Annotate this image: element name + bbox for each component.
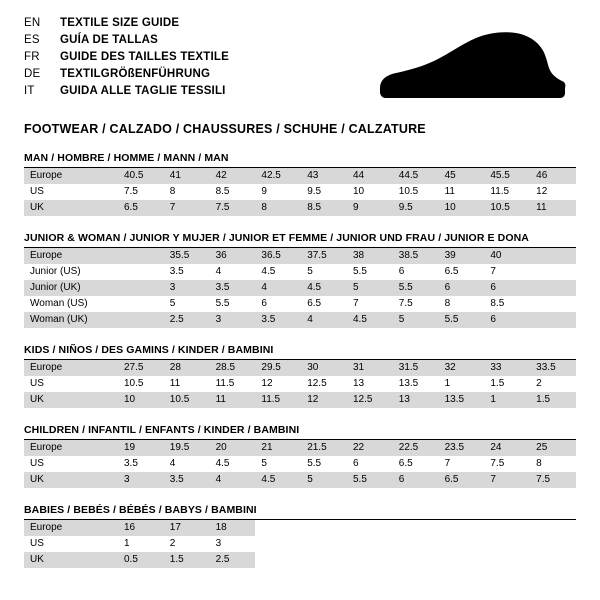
size-cell: 35.5 [164,248,210,264]
size-cell: 12 [536,186,548,197]
size-block-title: CHILDREN / INFANTIL / ENFANTS / KINDER / BAMBINI [24,424,576,440]
size-block [24,232,576,328]
size-cell: 7 [352,298,359,309]
language-title-de: TEXTILGRÖßENFÜHRUNG [60,68,211,80]
size-cell: 3 [215,538,222,549]
size-cell: 1 [124,538,130,549]
size-cell: 11 [169,378,181,389]
document-header [24,16,576,108]
size-cell: 45 [439,168,485,184]
size-cell [439,552,485,568]
size-cell: 10 [352,186,365,197]
size-cell: 46 [530,168,576,184]
language-code-es: ES [24,34,40,46]
size-cell: 5 [301,472,347,488]
size-cell: 7 [444,458,451,469]
size-row-label: US [30,458,44,469]
size-cell: 28.5 [210,360,256,376]
size-cell: 9.5 [307,186,322,197]
size-cell: 11 [210,392,256,408]
size-cell: 11.5 [255,392,301,408]
size-cell: 2 [536,378,542,389]
size-cell: 5.5 [439,312,485,328]
size-block [24,152,576,216]
size-cell: 41 [164,168,210,184]
size-cell: 10 [118,392,164,408]
language-title-list-body [24,16,229,101]
size-cell: 33 [484,360,530,376]
size-cell [530,296,576,312]
size-block [24,424,576,488]
size-cell: 2.5 [164,312,210,328]
size-cell: 1.5 [530,392,576,408]
size-table [24,248,576,328]
size-cell: 0.5 [118,552,164,568]
size-cell [484,552,530,568]
size-cell: 27.5 [118,360,164,376]
language-code-fr: FR [24,51,40,63]
size-cell: 9 [261,186,267,197]
size-cell: 7.5 [490,458,505,469]
size-row-label: Junior (US) [30,266,81,277]
size-table-body [24,360,576,408]
size-cell [530,536,576,552]
size-cell: 6.5 [444,266,459,277]
size-row-label: Europe [24,440,118,456]
size-cell: 13 [352,378,365,389]
size-blocks-container [24,152,576,568]
table-row [24,312,576,328]
size-cell: 6.5 [307,298,322,309]
language-row [24,16,229,33]
size-cell: 8 [255,200,301,216]
language-row [24,84,229,101]
table-row [24,296,576,312]
size-cell: 4 [210,472,256,488]
size-cell: 1 [484,392,530,408]
size-cell: 36.5 [255,248,301,264]
size-cell: 44 [347,168,393,184]
size-table-body [24,168,576,216]
size-block [24,344,576,408]
size-cell: 30 [301,360,347,376]
size-cell: 10.5 [164,392,210,408]
size-cell: 38.5 [393,248,439,264]
size-cell: 31 [347,360,393,376]
size-cell: 6 [393,472,439,488]
table-row [24,360,576,376]
size-cell: 38 [347,248,393,264]
size-row-label: UK [24,472,118,488]
size-cell: 3.5 [169,266,184,277]
size-cell: 5.5 [215,298,230,309]
size-cell [255,552,301,568]
size-cell: 6 [398,266,405,277]
size-cell [530,312,576,328]
size-cell: 17 [164,520,210,536]
size-row-label: US [30,538,44,549]
size-cell: 40.5 [118,168,164,184]
size-cell: 32 [439,360,485,376]
size-cell: 12.5 [347,392,393,408]
size-cell: 19.5 [164,440,210,456]
size-cell [484,536,530,552]
size-row-label: Junior (UK) [24,280,118,296]
size-cell: 11.5 [490,186,510,197]
size-cell: 8 [169,186,176,197]
size-cell: 3.5 [255,312,301,328]
size-cell: 6 [261,298,267,309]
size-cell: 1.5 [490,378,505,389]
language-title-it: GUIDA ALLE TAGLIE TESSILI [60,85,226,97]
size-cell: 5.5 [347,472,393,488]
table-row [24,200,576,216]
size-cell: 4.5 [261,266,276,277]
size-cell [393,552,439,568]
table-row [24,184,576,200]
size-cell: 12 [301,392,347,408]
size-cell: 25 [530,440,576,456]
size-cell: 9 [347,200,393,216]
size-cell: 22 [347,440,393,456]
size-cell: 16 [118,520,164,536]
size-cell: 45.5 [484,168,530,184]
size-cell: 3.5 [164,472,210,488]
size-row-label: US [30,186,44,197]
size-cell: 10.5 [484,200,530,216]
size-table-body [24,440,576,488]
table-row [24,264,576,280]
size-block-title: KIDS / NIÑOS / DES GAMINS / KINDER / BAMBINI [24,344,576,360]
table-row [24,472,576,488]
size-cell: 6 [439,280,485,296]
size-cell: 29.5 [255,360,301,376]
size-cell: 40 [484,248,530,264]
size-cell [347,552,393,568]
size-cell: 1.5 [164,552,210,568]
size-cell: 44.5 [393,168,439,184]
language-code-it: IT [24,85,35,97]
size-cell: 20 [210,440,256,456]
size-cell: 7.5 [210,200,256,216]
language-title-list [24,16,229,101]
size-table [24,520,576,568]
size-cell: 5 [347,280,393,296]
size-cell: 42.5 [255,168,301,184]
size-row-label: Woman (US) [30,298,88,309]
size-cell: 7.5 [124,186,138,197]
size-cell [118,280,164,296]
size-cell: 13.5 [439,392,485,408]
size-cell: 37.5 [301,248,347,264]
size-cell: 2.5 [210,552,256,568]
size-cell [255,520,301,536]
size-cell: 28 [164,360,210,376]
size-row-label: Europe [24,248,118,264]
size-cell: 42 [210,168,256,184]
size-row-label: Europe [24,360,118,376]
size-cell: 18 [210,520,256,536]
size-cell: 4 [255,280,301,296]
language-title-es: GUÍA DE TALLAS [60,34,158,46]
size-cell: 3 [210,312,256,328]
size-cell: 6.5 [118,200,164,216]
size-cell: 7 [484,472,530,488]
size-cell [118,296,164,312]
language-row [24,67,229,84]
size-cell: 7 [164,200,210,216]
size-cell: 4.5 [255,472,301,488]
size-cell: 13 [393,392,439,408]
size-cell: 13.5 [398,378,419,389]
size-cell: 24 [484,440,530,456]
size-cell [118,264,164,280]
size-cell: 21.5 [301,440,347,456]
size-row-label: UK [24,552,118,568]
size-row-label: UK [24,392,118,408]
size-cell: 3.5 [210,280,256,296]
size-cell: 4 [301,312,347,328]
size-block [24,504,576,568]
table-row [24,168,576,184]
language-title-fr: GUIDE DES TAILLES TEXTILE [60,51,229,63]
size-cell [255,536,301,552]
size-cell: 12 [261,378,273,389]
table-row [24,376,576,392]
size-cell [118,312,164,328]
size-cell: 31.5 [393,360,439,376]
size-cell: 11 [530,200,576,216]
size-cell: 5 [307,266,313,277]
size-block-title: BABIES / BEBÉS / BÉBÉS / BABYS / BAMBINI [24,504,576,520]
size-cell: 8.5 [490,298,505,309]
size-table [24,360,576,408]
size-cell: 8 [444,298,451,309]
size-cell: 4 [215,266,222,277]
size-cell: 9.5 [393,200,439,216]
table-row [24,456,576,472]
size-cell: 8 [536,458,542,469]
size-cell: 6.5 [398,458,413,469]
size-row-label: Europe [24,520,118,536]
size-cell: 8.5 [215,186,230,197]
size-row-label: UK [24,200,118,216]
table-row [24,440,576,456]
size-cell: 4.5 [215,458,230,469]
size-cell: 8.5 [301,200,347,216]
size-cell: 5.5 [352,266,367,277]
language-code-en: EN [24,17,41,29]
size-cell: 4.5 [301,280,347,296]
size-cell: 36 [210,248,256,264]
size-cell: 3 [164,280,210,296]
size-cell: 7 [490,266,496,277]
size-cell: 5 [169,298,176,309]
size-cell: 4 [169,458,176,469]
dress-shoe-icon [376,30,566,110]
size-cell: 12.5 [307,378,327,389]
size-cell: 5.5 [393,280,439,296]
table-row [24,392,576,408]
size-cell [439,536,485,552]
size-cell [301,552,347,568]
size-block-title: JUNIOR & WOMAN / JUNIOR Y MUJER / JUNIOR ET FEMME / JUNIOR UND FRAU / JUNIOR E DONA [24,232,576,248]
table-row [24,536,576,552]
size-cell: 5 [393,312,439,328]
language-row [24,33,229,50]
footwear-section-title: FOOTWEAR / CALZADO / CHAUSSURES / SCHUHE / CALZATURE [24,122,426,136]
size-cell: 4.5 [347,312,393,328]
size-cell: 3.5 [124,458,138,469]
size-cell [118,248,164,264]
size-cell: 10 [439,200,485,216]
size-cell: 23.5 [439,440,485,456]
table-row [24,280,576,296]
size-cell: 6 [484,280,530,296]
size-row-label: Woman (UK) [24,312,118,328]
size-table-body [24,520,576,568]
size-cell: 11.5 [215,378,235,389]
size-cell [530,280,576,296]
size-cell [347,536,393,552]
table-row [24,248,576,264]
size-cell [530,520,576,536]
size-cell: 6 [484,312,530,328]
size-cell [530,264,576,280]
size-table [24,440,576,488]
size-cell: 39 [439,248,485,264]
size-cell [301,520,347,536]
size-cell [347,520,393,536]
size-cell: 10.5 [124,378,144,389]
size-cell: 21 [255,440,301,456]
size-table-body [24,248,576,328]
size-cell [393,520,439,536]
size-cell: 5 [261,458,267,469]
size-cell: 5.5 [307,458,322,469]
size-cell [530,248,576,264]
size-cell: 22.5 [393,440,439,456]
language-title-en: TEXTILE SIZE GUIDE [60,17,180,29]
language-code-de: DE [24,68,41,80]
size-cell [301,536,347,552]
language-row [24,50,229,67]
size-cell [484,520,530,536]
size-block-title: MAN / HOMBRE / HOMME / MANN / MAN [24,152,576,168]
size-cell: 3 [118,472,164,488]
size-cell: 7.5 [530,472,576,488]
table-row [24,552,576,568]
size-row-label: Europe [24,168,118,184]
size-cell: 2 [169,538,176,549]
table-row [24,520,576,536]
size-cell [439,520,485,536]
size-cell: 19 [118,440,164,456]
size-row-label: US [30,378,44,389]
size-cell: 11 [444,186,455,197]
size-cell: 6.5 [439,472,485,488]
size-cell: 7.5 [398,298,413,309]
size-cell [393,536,439,552]
size-cell: 6 [352,458,359,469]
size-cell: 43 [301,168,347,184]
size-cell: 1 [444,378,451,389]
size-cell: 10.5 [398,186,419,197]
size-table [24,168,576,216]
size-cell [530,552,576,568]
size-cell: 33.5 [530,360,576,376]
